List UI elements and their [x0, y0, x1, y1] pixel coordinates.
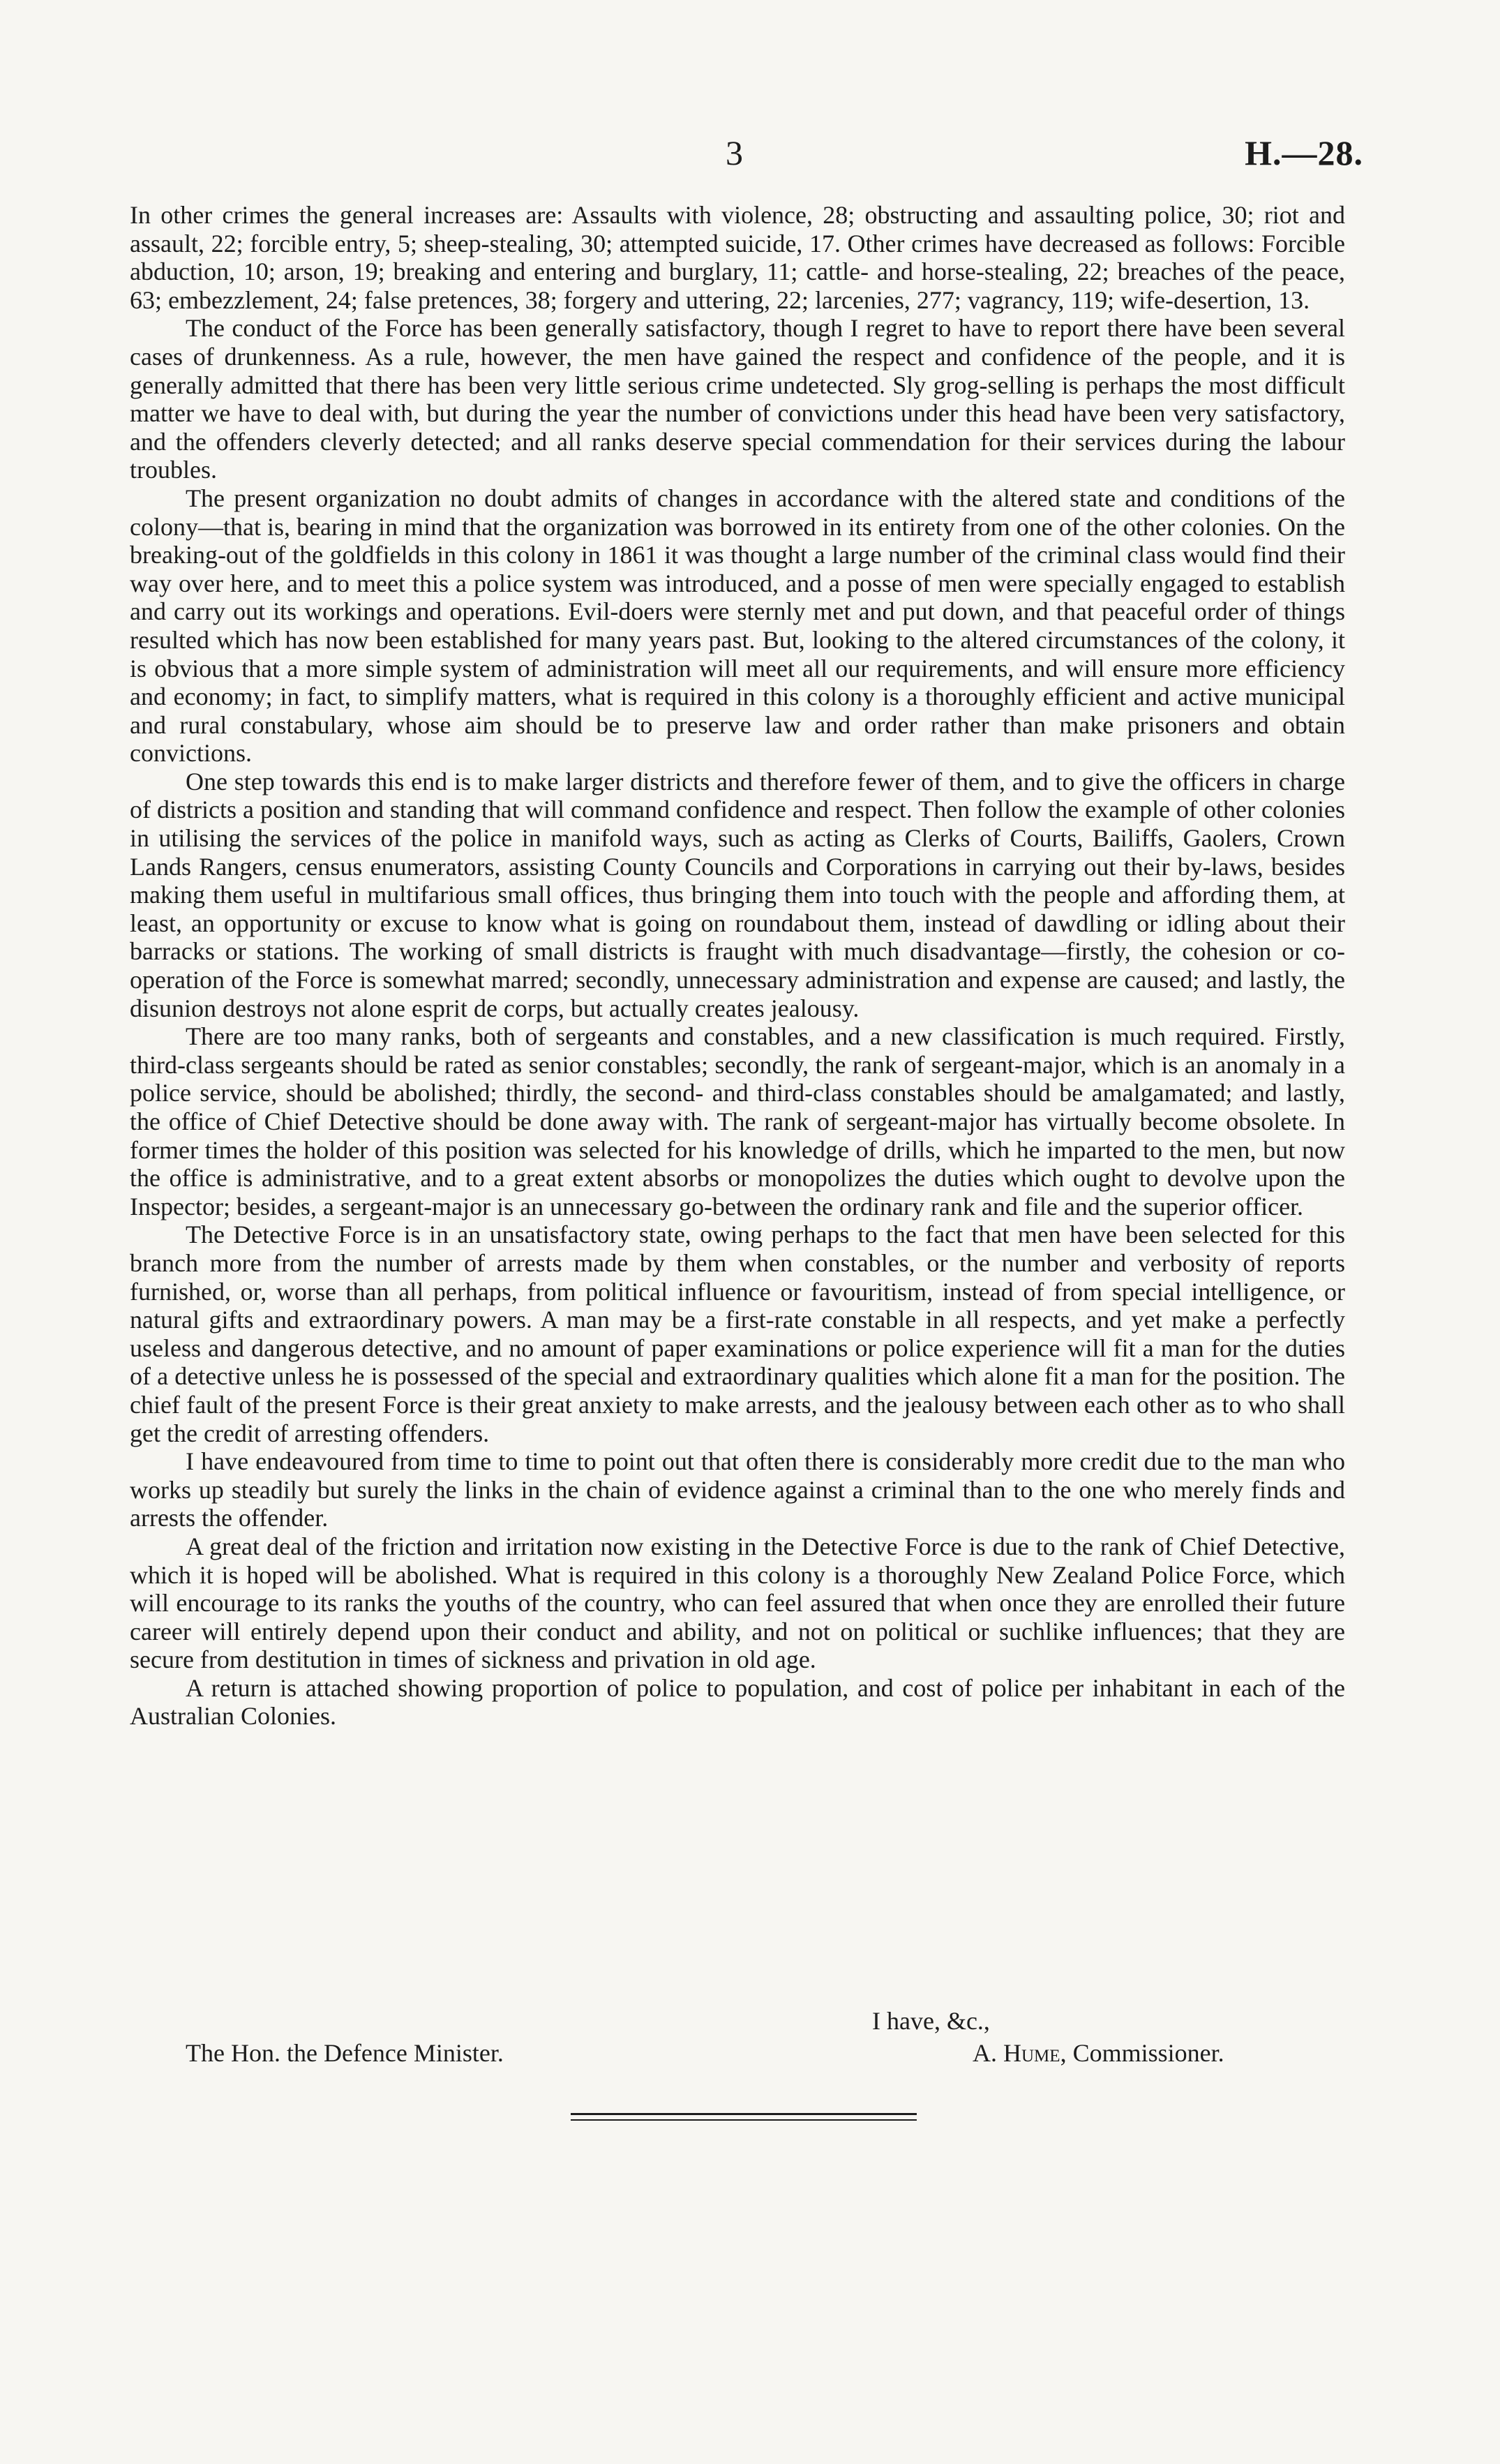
end-rule: [571, 2113, 917, 2115]
paragraph-return-attached: A return is attached showing proportion of police to population, and cost of police per inhabitant in each of the Australian Colonies.: [130, 1673, 1345, 1731]
document-code: H.—28.: [1245, 133, 1363, 172]
page-header: [0, 133, 1500, 181]
paragraph-ranks: There are too many ranks, both of sergeants and constables, and a new classification is much required. Firstly, third-class sergeants should be rated as senior constables; secondly, the rank of sergeant-major, which is an anomaly in a police service, should be abolished; thirdly, the second- and third-class constables should be amalgamated; and lastly, the office of Chief Detective should be done away with. The rank of sergeant-major has virtually become obsolete. In former times the holder of this position was selected for his knowledge of drills, which he imparted to the men, but now the office is administrative, and to a great extent absorbs or monopolizes the duties which ought to devolve upon the Inspector; besides, a sergeant-major is an unnecessary go-between the ordinary rank and file and the superior officer.: [130, 1022, 1345, 1220]
signatory-name: Hume: [1003, 2039, 1060, 2067]
paragraph-crime-statistics: In other crimes the general increases are: Assaults with violence, 28; obstructing and assaulting police, 30; riot and assault, 22; forcible entry, 5; sheep-stealing, 30; attempted suicide, 17. Other crimes have decreased as follows: Forcible abduction, 10; arson, 19; breaking and entering and burglary, 11; cattle- and horse-stealing, 22; breaches of the peace, 63; embezzlement, 24; false pretences, 38; forgery and uttering, 22; larcenies, 277; vagrancy, 119; wife-desertion, 13.: [130, 201, 1345, 314]
report-body: [130, 201, 1345, 1731]
paragraph-conduct-of-force: The conduct of the Force has been generally satisfactory, though I regret to have to report there have been several cases of drunkenness. As a rule, however, the men have gained the respect and confidence of the people, and it is generally admitted that there has been very little serious crime undetected. Sly grog-selling is perhaps the most difficult matter we have to deal with, but during the year the number of convictions under this head have been very satisfactory, and the offenders cleverly detected; and all ranks deserve special commendation for their services during the labour troubles.: [130, 314, 1345, 484]
addressee: The Hon. the Defence Minister.: [186, 2039, 504, 2067]
page-number: 3: [726, 133, 743, 172]
paragraph-detective-force: The Detective Force is in an unsatisfactory state, owing perhaps to the fact that men have been selected for this branch more from the number of arrests made by them when constables, or the number and verbosity of reports furnished, or, worse than all perhaps, from political influence or favouritism, instead of from special intelligence, or natural gifts and extraordinary powers. A man may be a first-rate constable in all respects, and yet make a perfectly useless and dangerous detective, and no amount of paper examinations or police experience will fit a man for the duties of a detective unless he is possessed of the special and extraordinary qualities which alone fit a man for the position. The chief fault of the present Force is their great anxiety to make arrests, and the jealousy between each other as to who shall get the credit of arresting offenders.: [130, 1220, 1345, 1447]
signatory: [973, 2039, 1224, 2068]
signatory-title: , Commissioner.: [1060, 2039, 1224, 2067]
end-rule-second: [571, 2119, 917, 2121]
signatory-initial: A.: [973, 2039, 997, 2067]
paragraph-credit: I have endeavoured from time to time to point out that often there is considerably more credit due to the man who works up steadily but surely the links in the chain of evidence against a criminal than to the one who merely finds and arrests the offender.: [130, 1447, 1345, 1532]
closing-salutation: I have, &c.,: [872, 2007, 990, 2035]
paragraph-chief-detective: A great deal of the friction and irritation now existing in the Detective Force is due to the rank of Chief Detective, which it is hoped will be abolished. What is required in this colony is a thoroughly New Zealand Police Force, which will encourage to its ranks the youths of the country, who can feel assured that when once they are enrolled their future career will entirely depend upon their conduct and ability, and not on political or suchlike influences; that they are secure from destitution in times of sickness and privation in old age.: [130, 1532, 1345, 1674]
paragraph-larger-districts: One step towards this end is to make larger districts and therefore fewer of them, and to give the officers in charge of districts a position and standing that will command confidence and respect. Then follow the example of other colonies in utilising the services of the police in manifold ways, such as acting as Clerks of Courts, Bailiffs, Gaolers, Crown Lands Rangers, census enumerators, assisting County Councils and Corporations in carrying out their by-laws, besides making them useful in multifarious small offices, thus bringing them into touch with the people and affording them, at least, an opportunity or excuse to know what is going on roundabout them, instead of dawdling or idling about their barracks or stations. The working of small districts is fraught with much disadvantage—firstly, the cohesion or co-operation of the Force is somewhat marred; secondly, unnecessary administration and expense are caused; and lastly, the disunion destroys not alone esprit de corps, but actually creates jealousy.: [130, 767, 1345, 1022]
paragraph-organization: The present organization no doubt admits of changes in accordance with the altered state and conditions of the colony—that is, bearing in mind that the organization was borrowed in its entirety from one of the other colonies. On the breaking-out of the goldfields in this colony in 1861 it was thought a large number of the criminal class would find their way over here, and to meet this a police system was introduced, and a posse of men were specially engaged to establish and carry out its workings and operations. Evil-doers were sternly met and put down, and that peaceful order of things resulted which has now been established for many years past. But, looking to the altered circumstances of the colony, it is obvious that a more simple system of administration will meet all our requirements, and will ensure more efficiency and economy; in fact, to simplify matters, what is required in this colony is a thoroughly efficient and active municipal and rural constabulary, whose aim should be to preserve law and order rather than make prisoners and obtain convictions.: [130, 484, 1345, 768]
